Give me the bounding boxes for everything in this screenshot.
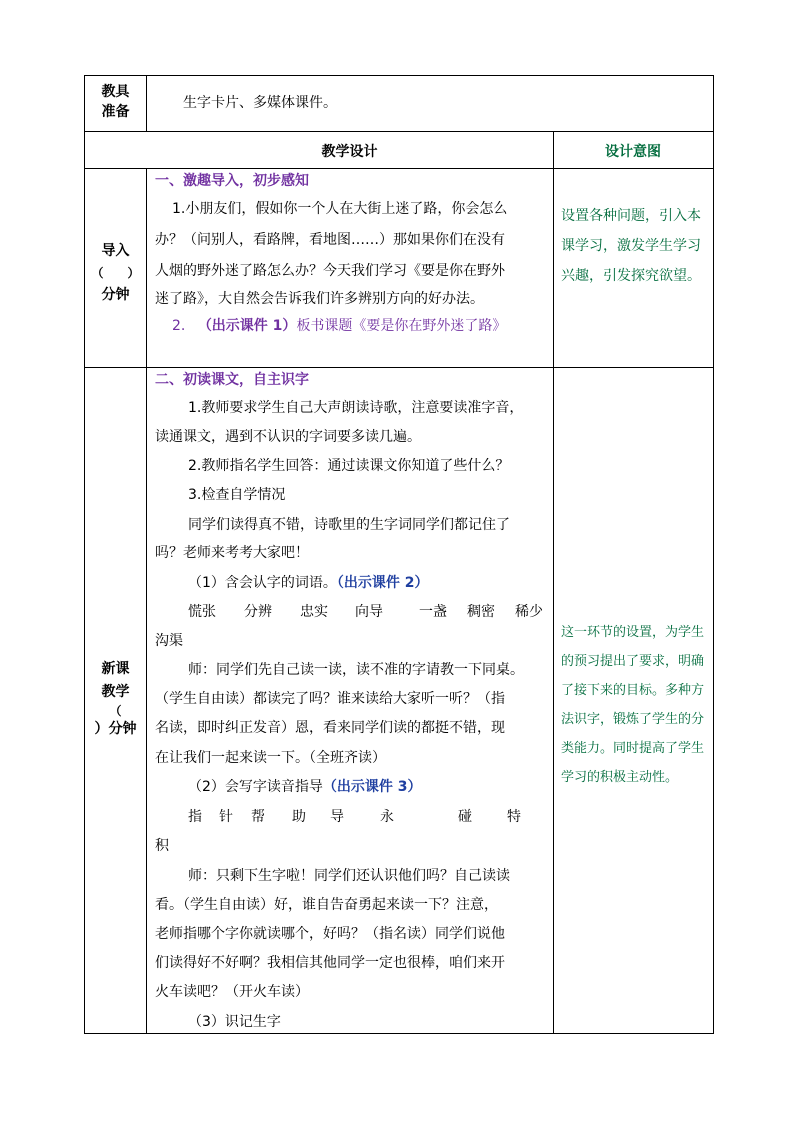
word-item-last: 沟渠: [155, 633, 183, 649]
char-item: 指: [188, 809, 202, 825]
word-item: 稀少: [515, 604, 543, 620]
word-item: 分辨: [244, 604, 272, 620]
newlesson-p5: 名读，即时纠正发音）恩，看来同学们读的都挺不错，现: [155, 720, 505, 736]
vline-left: [84, 75, 85, 1033]
intro-step2-text: 板书课题《要是你在野外迷了路》: [296, 318, 507, 334]
newlesson-p4a: 同学们读得真不错，诗歌里的生字词同学们都记住了: [188, 517, 510, 533]
intro-line: 人烟的野外迷了路怎么办？今天我们学习《要是你在野外: [155, 263, 505, 279]
word-item: 稠密: [467, 604, 495, 620]
char-item: 特: [507, 809, 521, 825]
newlesson-p6: 老师指哪个字你就读哪个，好吗？（指名读）同学们说他: [155, 926, 505, 942]
char-item: 碰: [458, 809, 472, 825]
newlesson-p5: 在让我们一起来读一下。（全班齐读）: [155, 750, 386, 766]
intro-line: 1.小朋友们，假如你一个人在大街上迷了路，你会怎么: [172, 201, 508, 217]
intro-intent: 设置各种问题，引入本 课学习，激发学生学习 兴趣，引发探究欲望。: [561, 208, 701, 284]
vline-label: [146, 75, 147, 131]
newlesson-p3: 3.检查自学情况: [188, 487, 286, 503]
intro-line: 办？（问别人，看路牌，看地图……）那如果你们在没有: [155, 232, 505, 248]
word-item: 忠实: [300, 604, 328, 620]
char-item-last: 积: [155, 838, 169, 854]
header-design: 教学设计: [321, 144, 378, 160]
newlesson-p5: （学生自由读）都读完了吗？谁来读给大家听一听？（指: [155, 691, 505, 707]
word-item: 慌张: [188, 604, 216, 620]
char-item: 帮: [251, 809, 265, 825]
hline-header-top: [84, 131, 714, 132]
newlesson-p5: 师：同学们先自己读一读，读不准的字请教一下同桌。: [188, 662, 524, 678]
hline-bottom: [84, 1033, 714, 1034]
newlesson-p4b: 吗？老师来考考大家吧！: [155, 545, 309, 561]
intro-label: 导入 （ ） 分钟: [91, 243, 140, 303]
char-item: 针: [219, 809, 233, 825]
newlesson-sub1-text: （1）含会认字的词语。: [188, 575, 337, 591]
newlesson-p6: 火车读吧？（开火车读）: [155, 984, 309, 1000]
vline-intent: [553, 131, 554, 1033]
intro-step2: [172, 316, 506, 336]
newlesson-p1a: 1.教师要求学生自己大声朗读诗歌，注意要读准字音，: [188, 400, 524, 416]
newlesson-sub2: [188, 777, 422, 797]
intro-step2-courseware: （出示课件 1）: [197, 318, 297, 334]
hline-header-bottom: [84, 168, 714, 169]
hline-intro-bottom: [84, 367, 714, 368]
newlesson-p6: 看。（学生自由读）好，谁自告奋勇起来读一下？注意，: [155, 897, 498, 913]
word-item: 一盏: [419, 604, 447, 620]
newlesson-sub2-courseware: （出示课件 3）: [322, 779, 422, 795]
word-item: 向导: [355, 604, 383, 620]
hline-top-prep: [84, 75, 714, 76]
newlesson-sub2-text: （2）会写字读音指导: [188, 779, 323, 795]
prep-label: 教具 准备: [101, 84, 130, 120]
prep-content: 生字卡片、多媒体课件。: [183, 95, 337, 111]
newlesson-section-title: 二、初读课文，自主识字: [155, 372, 309, 388]
newlesson-p6: 们读得好不好啊？我相信其他同学一定也很棒，咱们来开: [155, 955, 505, 971]
char-item: 永: [380, 809, 394, 825]
newlesson-p2: 2.教师指名学生回答：通过读课文你知道了些什么？: [188, 458, 510, 474]
newlesson-p6: 师：只剩下生字啦！同学们还认识他们吗？自己读读: [188, 868, 510, 884]
newlesson-intent: 这一环节的设置，为学生 的预习提出了要求，明确 了接下来的目标。多种方 法识字，锻炼了学生的分 类能力。同时提高了学生 学习的积极主动性。: [561, 625, 705, 785]
intro-step2-num: 2.: [172, 318, 186, 334]
vline-right: [713, 75, 714, 1033]
newlesson-p1b: 读通课文，遇到不认识的字词要多读几遍。: [155, 429, 421, 445]
intro-line: 迷了路》，大自然会告诉我们许多辨别方向的好办法。: [155, 291, 484, 307]
newlesson-sub1-courseware: （出示课件 2）: [336, 575, 429, 591]
char-item: 助: [292, 809, 306, 825]
newlesson-label: 新课 教学 （ ）分钟: [94, 661, 137, 737]
vline-label-lower: [146, 168, 147, 1033]
newlesson-sub3: （3）识记生字: [188, 1014, 281, 1030]
newlesson-sub1: [188, 573, 429, 593]
char-item: 导: [330, 809, 344, 825]
header-intent: 设计意图: [605, 144, 661, 160]
intro-section-title: 一、激趣导入，初步感知: [155, 173, 309, 189]
